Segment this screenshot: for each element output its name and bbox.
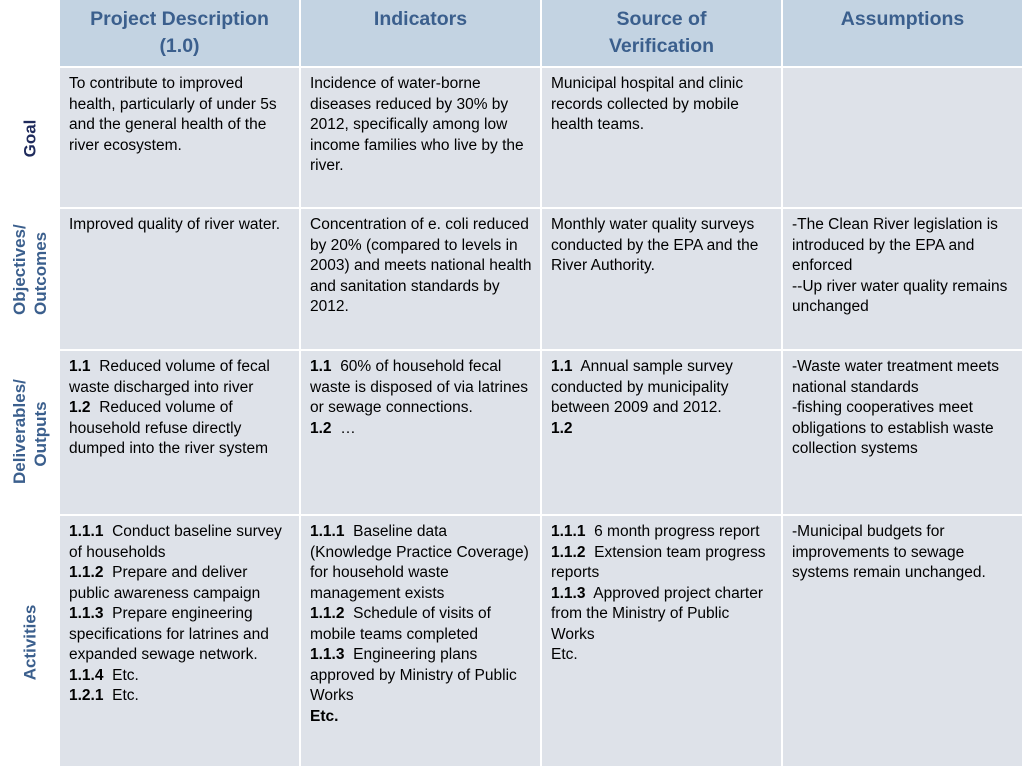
item-text: Engineering plans approved by Ministry of Public Works [310, 646, 517, 704]
cell-activities-verification [542, 516, 783, 768]
cell-line [69, 357, 291, 398]
item-text: -Waste water treatment meets national standards [792, 358, 1000, 396]
cell-line [792, 522, 1014, 584]
item-number: 1.1.1 [551, 523, 586, 540]
row-label-goal-wrap [0, 68, 60, 209]
item-number: 1.1.2 [69, 564, 104, 581]
cell-line [69, 686, 291, 707]
cell-line [551, 522, 773, 543]
item-number: 1.2 [551, 419, 573, 437]
item-number: 1.1 [310, 358, 332, 375]
cell-outcomes-description [60, 209, 301, 351]
cell-line [792, 277, 1014, 318]
item-text: Concentration of e. coli reduced by 20% (compared to levels in 2003) and meets national health and sanitation standards by 2012. [310, 216, 532, 315]
item-text: Prepare and deliver public awareness campaign [69, 564, 261, 602]
item-text: Prepare engineering specifications for latrines and expanded sewage network. [69, 605, 269, 663]
header-project-description-text: Project Description (1.0) [90, 8, 269, 57]
item-text: --Up river water quality remains unchanged [792, 277, 1008, 315]
row-label-objectives [9, 224, 51, 315]
item-text: -fishing cooperatives meet obligations to establish waste collection systems [792, 399, 994, 457]
item-text: 60% of household fecal waste is disposed of via latrines or sewage connections. [310, 358, 528, 416]
row-label-deliverables-text: Deliverables/ Outputs [10, 378, 50, 484]
cell-activities-indicators [301, 516, 542, 768]
item-number: 1.1.2 [551, 543, 586, 561]
cell-line [310, 419, 532, 440]
item-text: Reduced volume of household refuse directly dumped into the river system [69, 399, 269, 457]
cell-line [551, 645, 773, 666]
item-number: 1.1 [551, 358, 573, 375]
cell-outcomes-indicators [301, 209, 542, 351]
item-text: Improved quality of river water. [69, 216, 281, 233]
cell-activities-assumptions [783, 516, 1024, 768]
item-text: Municipal hospital and clinic records collected by mobile health teams. [551, 75, 744, 133]
item-text: … [340, 419, 356, 437]
cell-line [69, 522, 291, 563]
item-text: Reduced volume of fecal waste discharged into river [69, 358, 270, 396]
cell-outputs-description [60, 351, 301, 516]
item-number: 1.1 [69, 358, 91, 375]
cell-line [310, 522, 532, 604]
cell-line [69, 74, 291, 156]
item-text: Extension team progress reports [551, 543, 766, 581]
row-label-goal: Goal [20, 119, 40, 158]
item-text: Monthly water quality surveys conducted by the EPA and the River Authority. [551, 216, 759, 274]
header-project-description [60, 0, 301, 68]
cell-line [310, 645, 532, 707]
item-number: Etc. [310, 707, 339, 725]
cell-line [69, 398, 291, 460]
cell-line [310, 74, 532, 177]
row-label-deliverables [9, 378, 51, 484]
row-label-objectives-text: Objectives/ Outcomes [10, 224, 50, 315]
cell-outputs-assumptions [783, 351, 1024, 516]
cell-line [310, 604, 532, 645]
cell-line [310, 215, 532, 318]
item-text: To contribute to improved health, particularly of under 5s and the general health of the river ecosystem. [69, 75, 277, 154]
item-text: Schedule of visits of mobile teams completed [310, 605, 491, 643]
cell-line [310, 707, 532, 728]
item-text: Approved project charter from the Ministry of Public Works [551, 584, 763, 643]
item-text: 6 month progress report [594, 523, 760, 540]
cell-line [792, 215, 1014, 277]
cell-outputs-verification [542, 351, 783, 516]
header-source-of-verification [542, 0, 783, 68]
cell-goal-assumptions [783, 68, 1024, 209]
cell-activities-description [60, 516, 301, 768]
cell-outcomes-verification [542, 209, 783, 351]
item-text: Baseline data (Knowledge Practice Coverage) for household waste management exists [310, 523, 529, 602]
cell-goal-description [60, 68, 301, 209]
row-label-activities: Activities [20, 604, 40, 680]
item-number: 1.1.1 [69, 523, 104, 540]
header-indicators: Indicators [301, 0, 542, 68]
cell-line [551, 584, 773, 646]
cell-line [69, 604, 291, 666]
cell-outcomes-assumptions [783, 209, 1024, 351]
item-number: 1.1.3 [310, 646, 345, 663]
item-number: 1.1.3 [551, 584, 586, 602]
cell-line [551, 543, 773, 584]
logframe-table [60, 0, 1024, 768]
item-number: 1.1.4 [69, 666, 104, 684]
row-label-activities-wrap [0, 516, 60, 768]
item-number: 1.1.2 [310, 605, 345, 622]
item-text: Etc. [551, 646, 578, 663]
cell-line [551, 419, 773, 440]
item-text: Annual sample survey conducted by municipality between 2009 and 2012. [551, 358, 733, 416]
item-number: 1.1.1 [310, 523, 345, 540]
item-number: 1.2 [69, 399, 91, 416]
item-text: Etc. [112, 687, 139, 704]
item-text: -Municipal budgets for improvements to sewage systems remain unchanged. [792, 523, 986, 581]
cell-line [69, 215, 291, 236]
item-number: 1.2.1 [69, 687, 104, 704]
cell-line [792, 398, 1014, 460]
header-assumptions: Assumptions [783, 0, 1024, 68]
item-text: Etc. [112, 666, 139, 684]
cell-line [551, 215, 773, 277]
item-text: Conduct baseline survey of households [69, 523, 282, 561]
item-number: 1.1.3 [69, 605, 104, 622]
cell-line [69, 666, 291, 687]
item-text: Incidence of water-borne diseases reduced by 30% by 2012, specifically among low income families who live by the river. [310, 75, 524, 174]
header-source-of-verification-text: Source of Verification [608, 8, 715, 57]
cell-line [310, 357, 532, 419]
cell-goal-verification [542, 68, 783, 209]
cell-outputs-indicators [301, 351, 542, 516]
cell-line [551, 357, 773, 419]
item-number: 1.2 [310, 419, 332, 437]
cell-line [551, 74, 773, 136]
cell-line [69, 563, 291, 604]
item-text: -The Clean River legislation is introduced by the EPA and enforced [792, 216, 998, 274]
cell-line [792, 357, 1014, 398]
row-label-objectives-wrap [0, 209, 60, 351]
row-label-deliverables-wrap [0, 351, 60, 516]
cell-goal-indicators [301, 68, 542, 209]
